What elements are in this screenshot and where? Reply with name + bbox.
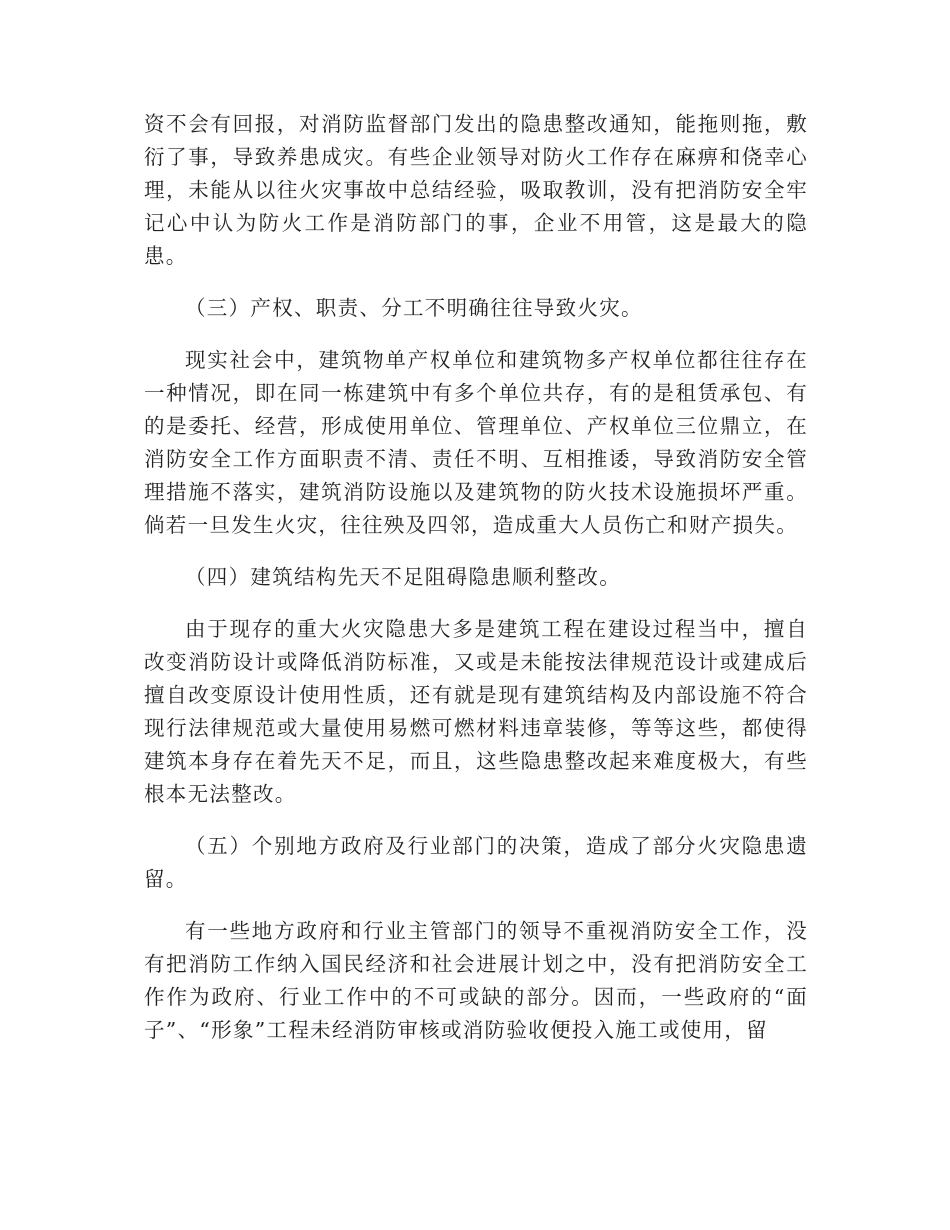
paragraph-continuation: 资不会有回报，对消防监督部门发出的隐患整改通知，能拖则拖，敷衍了事，导致养患成灾。有些企业领导对防火工作存在麻痹和侥幸心理，未能从以往火灾事故中总结经验，吸取教训，没有把消防安全牢记心中认为防火工作是消防部门的事，企业不用管，这是最大的隐患。 xyxy=(144,112,808,268)
paragraph-building-structure: 由于现存的重大火灾隐患大多是建筑工程在建设过程当中，擅自改变消防设计或降低消防标准，又或是未能按法律规范设计或建成后擅自改变原设计使用性质，还有就是现有建筑结构及内部设施不符合现行法律规范或大量使用易燃可燃材料违章装修，等等这些，都使得建筑本身存在着先天不足，而且，这些隐患整改起来难度极大，有些根本无法整改。 xyxy=(144,617,808,806)
section-heading-3: （三）产权、职责、分工不明确往往导致火灾。 xyxy=(185,296,643,320)
paragraph-property-rights: 现实社会中，建筑物单产权单位和建筑物多产权单位都往往存在一种情况，即在同一栋建筑中有多个单位共存，有的是租赁承包、有的是委托、经营，形成使用单位、管理单位、产权单位三位鼎立，在消防安全工作方面职责不清、责任不明、互相推诿，导致消防安全管理措施不落实，建筑消防设施以及建筑物的防火技术设施损坏严重。倘若一旦发生火灾，往往殃及四邻，造成重大人员伤亡和财产损失。 xyxy=(144,348,808,537)
document-body xyxy=(144,108,808,1066)
section-heading-4: （四）建筑结构先天不足阻碍隐患顺利整改。 xyxy=(185,565,621,589)
section-heading-5: （五）个别地方政府及行业部门的决策，造成了部分火灾隐患遗留。 xyxy=(144,834,808,891)
paragraph-government-decisions: 有一些地方政府和行业主管部门的领导不重视消防安全工作，没有把消防工作纳入国民经济和社会进展计划之中，没有把消防安全工作作为政府、行业工作中的不可或缺的部分。因而，一些政府的“面子”、“形象”工程未经消防审核或消防验收便投入施工或使用，留 xyxy=(144,919,808,1042)
